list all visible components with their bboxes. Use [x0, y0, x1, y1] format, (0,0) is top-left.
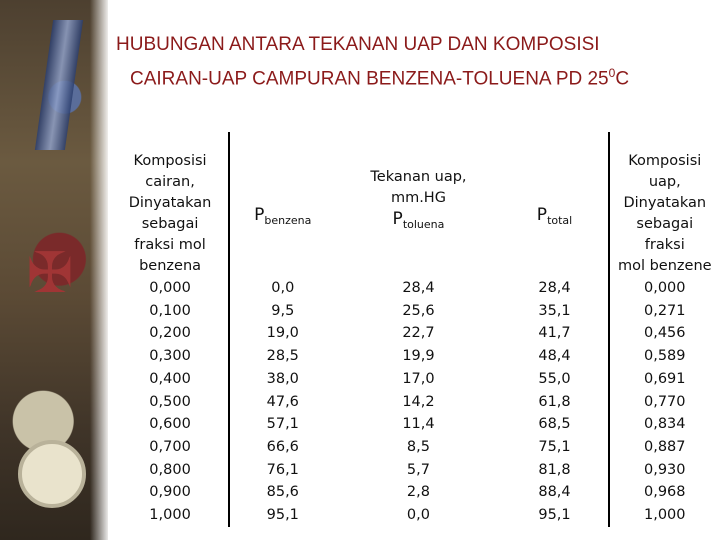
- p-total-value: 55,0: [538, 370, 571, 387]
- p-total-value: 68,5: [538, 416, 571, 433]
- p-toluena-value: 8,5: [406, 438, 430, 455]
- y-benzena-value: 0,691: [644, 370, 686, 387]
- vapor-pressure-table: [112, 132, 720, 527]
- p-symbol: P: [392, 209, 403, 229]
- p-toluena-value: 11,4: [402, 416, 435, 433]
- p-toluena-value: 2,8: [406, 484, 430, 501]
- x-benzena-value: 0,800: [149, 461, 191, 478]
- title-degree-sup: 0: [608, 66, 616, 80]
- header-liquid-composition: [112, 132, 229, 277]
- table-header-row: [112, 132, 720, 277]
- p-total-value: 48,4: [538, 348, 571, 365]
- header-line: Komposisi: [628, 153, 702, 169]
- header-vapor-composition: [609, 132, 720, 277]
- x-benzena-column: [112, 277, 229, 527]
- slide-title: [116, 30, 716, 93]
- y-benzena-value: 0,456: [644, 325, 686, 342]
- x-benzena-value: 1,000: [149, 507, 191, 524]
- p-total-column: [501, 277, 608, 527]
- p-total-value: 28,4: [538, 280, 571, 296]
- p-symbol: P: [536, 205, 548, 225]
- header-p-toluena: [335, 132, 501, 277]
- p-toluena-value: 19,9: [402, 348, 435, 365]
- x-benzena-value: 0,300: [149, 348, 191, 365]
- p-benzena-value: 85,6: [266, 484, 299, 501]
- p-benzena-value: 95,1: [266, 507, 299, 524]
- y-benzena-value: 0,770: [644, 393, 686, 410]
- ribbon-graphic: [35, 20, 83, 150]
- p-benzena-value: 38,0: [266, 370, 299, 387]
- y-benzena-value: 0,887: [644, 438, 686, 455]
- p-toluena-value: 22,7: [402, 325, 435, 342]
- p-benzena-value: 66,6: [266, 438, 299, 455]
- header-line: fraksi mol: [134, 237, 206, 253]
- x-benzena-value: 0,700: [149, 438, 191, 455]
- x-benzena-value: 0,500: [149, 393, 191, 410]
- p-toluena-value: 14,2: [402, 393, 435, 410]
- header-line: Komposisi: [133, 153, 207, 169]
- p-total-value: 75,1: [538, 438, 571, 455]
- p-benzena-value: 9,5: [271, 302, 295, 319]
- header-line: Dinyatakan: [623, 195, 707, 211]
- decorative-photo: [0, 0, 108, 540]
- title-line-2-suffix: C: [615, 68, 630, 90]
- y-benzena-value: 1,000: [644, 507, 686, 524]
- header-line: sebagai: [636, 216, 694, 232]
- header-line: cairan,: [145, 174, 195, 190]
- header-line: Dinyatakan: [128, 195, 212, 211]
- title-line-1: HUBUNGAN ANTARA TEKANAN UAP DAN KOMPOSISI: [116, 34, 600, 55]
- header-line: uap,: [648, 174, 681, 190]
- header-line: benzena: [139, 258, 202, 274]
- header-line: sebagai: [141, 216, 199, 232]
- title-line-2: [116, 59, 716, 93]
- y-benzena-value: 0,271: [644, 302, 686, 319]
- x-benzena-value: 0,400: [149, 370, 191, 387]
- title-line-2-text: CAIRAN-UAP CAMPURAN BENZENA-TOLUENA PD 25: [130, 68, 609, 90]
- p-toluena-column: [335, 277, 501, 527]
- p-benzena-value: 28,5: [266, 348, 299, 365]
- x-benzena-value: 0,100: [149, 302, 191, 319]
- p-total-value: 88,4: [538, 484, 571, 501]
- p-benzena-value: 0,0: [271, 280, 295, 296]
- photo-fade: [90, 0, 108, 540]
- pressure-group-line-1: Tekanan uap,: [370, 169, 467, 185]
- p-toluena-value: 25,6: [402, 302, 435, 319]
- p-total-value: 81,8: [538, 461, 571, 478]
- x-benzena-value: 0,900: [149, 484, 191, 501]
- p-toluena-value: 0,0: [406, 507, 430, 524]
- p-benzena-value: 19,0: [266, 325, 299, 342]
- header-line: fraksi: [644, 237, 685, 253]
- p-total-value: 95,1: [538, 507, 571, 524]
- p-benzena-value: 76,1: [266, 461, 299, 478]
- pressure-group-line-2: mm.HG: [390, 190, 446, 206]
- p-subscript: toluena: [402, 218, 445, 231]
- p-benzena-value: 57,1: [266, 416, 299, 433]
- compass-graphic: [18, 440, 86, 508]
- table-values-row: [112, 277, 720, 527]
- p-total-value: 41,7: [538, 325, 571, 342]
- y-benzena-value: 0,000: [644, 280, 686, 296]
- medal-cross-icon: ✠: [26, 241, 74, 306]
- p-toluena-value: 17,0: [402, 370, 435, 387]
- p-subscript: benzena: [264, 214, 312, 227]
- y-benzena-value: 0,968: [644, 484, 686, 501]
- p-total-value: 61,8: [538, 393, 571, 410]
- x-benzena-value: 0,600: [149, 416, 191, 433]
- header-p-benzena: [229, 132, 335, 277]
- x-benzena-value: 0,000: [149, 280, 191, 296]
- y-benzena-column: [609, 277, 720, 527]
- p-total-value: 35,1: [538, 302, 571, 319]
- y-benzena-value: 0,930: [644, 461, 686, 478]
- p-symbol: P: [254, 205, 265, 225]
- header-p-total: [501, 132, 608, 277]
- p-toluena-value: 28,4: [402, 280, 435, 296]
- x-benzena-value: 0,200: [149, 325, 191, 342]
- y-benzena-value: 0,834: [644, 416, 686, 433]
- p-benzena-column: [229, 277, 335, 527]
- p-subscript: total: [547, 214, 573, 227]
- header-line: mol benzene: [617, 258, 712, 274]
- p-toluena-value: 5,7: [406, 461, 430, 478]
- y-benzena-value: 0,589: [644, 348, 686, 365]
- p-benzena-value: 47,6: [266, 393, 299, 410]
